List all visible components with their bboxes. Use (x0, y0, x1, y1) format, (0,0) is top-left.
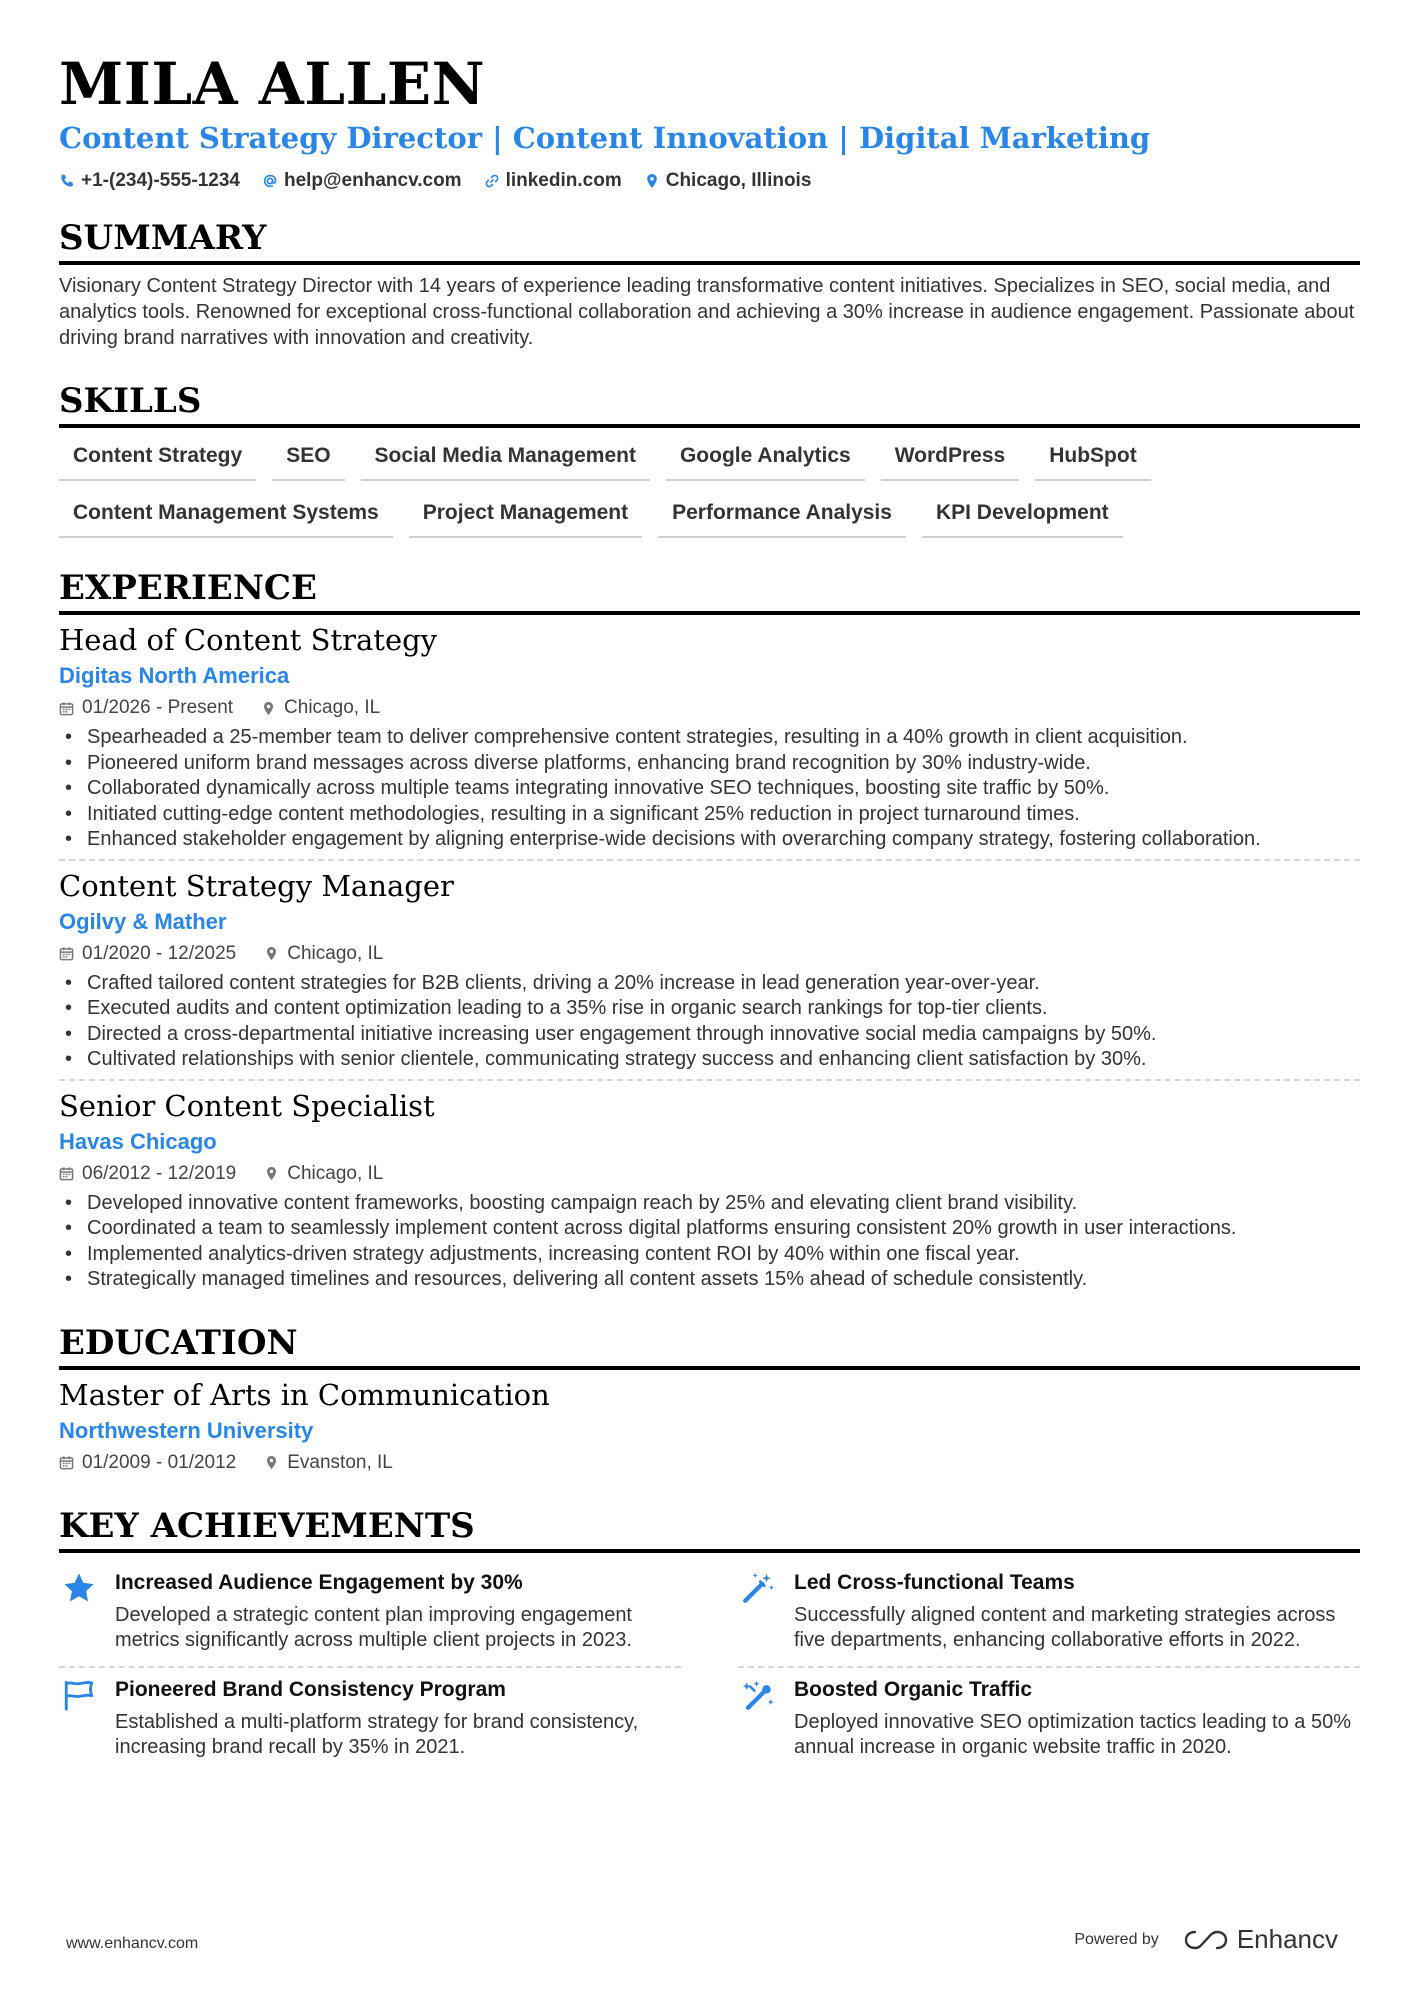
contact-phone[interactable] (59, 170, 240, 192)
experience-title: EXPERIENCE (59, 566, 1360, 615)
achievement-item (59, 1668, 681, 1773)
skill-tag: SEO (272, 438, 344, 481)
bullet-item: • Spearheaded a 25-member team to deliver comprehensive content strategies, resulting in a 40% growth in client acquisition. (59, 725, 1360, 751)
calendar-icon (59, 701, 74, 716)
education-title: EDUCATION (59, 1321, 1360, 1370)
skill-tag: Social Media Management (361, 438, 650, 481)
powered-by-label: Powered by (1074, 1930, 1159, 1948)
skill-tag: KPI Development (922, 495, 1123, 538)
flag-icon (62, 1678, 96, 1712)
skill-tag: Content Management Systems (59, 495, 393, 538)
contact-bar (59, 170, 1360, 192)
job-dates (59, 695, 233, 721)
bullet-item: • Crafted tailored content strategies for B2B clients, driving a 20% increase in lead generation year-over-year. (59, 971, 1360, 997)
skills-title: SKILLS (59, 379, 1360, 428)
contact-phone-text: +1-(234)-555-1234 (81, 170, 240, 191)
achievements-grid (59, 1561, 1360, 1773)
job-title: Content Strategy Manager (59, 868, 454, 903)
job-entry (59, 867, 1360, 1087)
location-pin-icon (264, 946, 279, 961)
job-dates (59, 941, 236, 967)
job-location (261, 695, 380, 721)
at-icon (262, 173, 278, 189)
company-name: Havas Chicago (59, 1128, 217, 1154)
link-icon (484, 173, 500, 189)
header (59, 48, 1360, 192)
job-dates (59, 1161, 236, 1187)
bullet-item: • Initiated cutting-edge content methodologies, resulting in a significant 25% reduction in project turnaround times. (59, 802, 1360, 828)
calendar-icon (59, 946, 74, 961)
brand-logo[interactable] (1183, 1924, 1338, 1955)
bullet-item: • Enhanced stakeholder engagement by aligning enterprise-wide decisions with overarching company strategy, fostering collaboration. (59, 827, 1360, 853)
experience-section (59, 566, 1360, 1299)
job-title: Senior Content Specialist (59, 1088, 435, 1123)
company-name: Ogilvy & Mather (59, 908, 227, 934)
summary-text: Visionary Content Strategy Director with 14 years of experience leading transformative content initiatives. Specializes in SEO, social media, and analytics tools. Renowned for exceptional cross-functional collaboration and achieving a 30% increase in audience engagement. Passionate about driving brand narratives with innovation and creativity. (59, 275, 1355, 349)
skill-tag: Google Analytics (666, 438, 865, 481)
skill-tag: HubSpot (1035, 438, 1150, 481)
bullet-item: • Strategically managed timelines and resources, delivering all content assets 15% ahead of schedule consistently. (59, 1267, 1360, 1293)
summary-section (59, 216, 1360, 351)
job-dates-text: 06/2012 - 12/2019 (82, 1162, 237, 1184)
job-dates-text: 01/2020 - 12/2025 (82, 942, 237, 964)
education-location (264, 1450, 393, 1476)
achievement-desc: Developed a strategic content plan improving engagement metrics significantly across multiple client projects in 2023. (115, 1603, 632, 1651)
bullet-item: • Pioneered uniform brand messages across diverse platforms, enhancing brand recognition by 30% industry-wide. (59, 751, 1360, 777)
footer-branding (1074, 1924, 1338, 1955)
candidate-name: MILA ALLEN (59, 50, 486, 118)
school-name: Northwestern University (59, 1417, 314, 1443)
brand-name: Enhancv (1236, 1924, 1338, 1954)
achievement-item (738, 1668, 1360, 1773)
contact-email-text: help@enhancv.com (283, 170, 462, 191)
headline: Content Strategy Director | Content Innovation | Digital Marketing (59, 121, 1151, 155)
divider (59, 1079, 1360, 1081)
bullet-item: • Implemented analytics-driven strategy adjustments, increasing content ROI by 40% within one fiscal year. (59, 1242, 1360, 1268)
wand-sparkles-icon (741, 1678, 775, 1712)
education-dates (59, 1450, 236, 1476)
job-meta (59, 1161, 1360, 1187)
achievement-desc: Established a multi-platform strategy for brand consistency, increasing brand recall by 35% in 2021. (115, 1710, 639, 1758)
job-location-text: Chicago, IL (287, 942, 384, 964)
company-name: Digitas North America (59, 663, 290, 688)
education-location-text: Evanston, IL (287, 1451, 393, 1473)
magic-wand-icon (741, 1571, 775, 1605)
job-meta (59, 941, 1360, 967)
achievements-title: KEY ACHIEVEMENTS (59, 1504, 1360, 1553)
bullet-item: • Developed innovative content frameworks, boosting campaign reach by 25% and elevating client brand visibility. (59, 1191, 1360, 1217)
skills-list (59, 438, 1360, 538)
job-location-text: Chicago, IL (287, 1162, 384, 1184)
achievement-item (738, 1561, 1360, 1668)
enhancv-logo-icon (1183, 1927, 1229, 1953)
calendar-icon (59, 1166, 74, 1181)
calendar-icon (59, 1455, 74, 1470)
education-dates-text: 01/2009 - 01/2012 (82, 1451, 237, 1473)
degree-title: Master of Arts in Communication (59, 1377, 550, 1412)
contact-location (644, 170, 812, 192)
location-pin-icon (261, 701, 276, 716)
contact-location-text: Chicago, Illinois (665, 170, 812, 191)
job-location (264, 941, 383, 967)
bullet-item: • Cultivated relationships with senior clientele, communicating strategy success and enhancing client satisfaction by 30%. (59, 1047, 1360, 1073)
job-title: Head of Content Strategy (59, 623, 438, 657)
bullet-item: • Directed a cross-departmental initiative increasing user engagement through innovative social media campaigns by 50%. (59, 1022, 1360, 1048)
bullet-item: • Coordinated a team to seamlessly implement content across digital platforms ensuring consistent 20% growth in user interactions. (59, 1216, 1360, 1242)
divider (59, 859, 1360, 861)
summary-title: SUMMARY (59, 216, 1360, 265)
skill-tag: Performance Analysis (658, 495, 906, 538)
skill-tag: WordPress (881, 438, 1020, 481)
footer-website[interactable]: www.enhancv.com (66, 1935, 199, 1952)
achievements-section (59, 1504, 1360, 1773)
bullet-item: • Executed audits and content optimization leading to a 35% rise in organic search rankings for top-tier clients. (59, 996, 1360, 1022)
resume-page (59, 48, 1360, 1773)
bullet-item: • Collaborated dynamically across multiple teams integrating innovative SEO techniques, boosting site traffic by 50%. (59, 776, 1360, 802)
education-section (59, 1321, 1360, 1482)
education-meta (59, 1450, 1360, 1476)
education-entry (59, 1376, 1360, 1482)
location-pin-icon (264, 1455, 279, 1470)
job-location (264, 1161, 383, 1187)
achievement-title: Led Cross-functional Teams (794, 1570, 1075, 1594)
achievement-title: Pioneered Brand Consistency Program (115, 1677, 506, 1701)
contact-linkedin[interactable] (484, 170, 622, 192)
job-location-text: Chicago, IL (284, 697, 381, 718)
skill-tag: Content Strategy (59, 438, 256, 481)
skills-section (59, 379, 1360, 538)
contact-email[interactable] (262, 170, 462, 192)
location-pin-icon (644, 173, 660, 189)
skill-tag: Project Management (409, 495, 642, 538)
job-dates-text: 01/2026 - Present (82, 697, 234, 718)
job-bullets (59, 971, 1360, 1073)
achievement-title: Boosted Organic Traffic (794, 1677, 1033, 1701)
achievement-title: Increased Audience Engagement by 30% (115, 1570, 523, 1594)
job-bullets (59, 1191, 1360, 1293)
achievement-item (59, 1561, 681, 1668)
job-entry (59, 1087, 1360, 1299)
phone-icon (59, 173, 75, 189)
job-meta (59, 695, 1360, 721)
contact-linkedin-text: linkedin.com (505, 170, 622, 191)
star-icon (62, 1571, 96, 1605)
job-entry (59, 621, 1360, 867)
achievement-desc: Successfully aligned content and marketing strategies across five departments, enhancing collaborative efforts in 2022. (794, 1603, 1336, 1651)
location-pin-icon (264, 1166, 279, 1181)
job-bullets (59, 725, 1360, 853)
achievement-desc: Deployed innovative SEO optimization tactics leading to a 50% annual increase in organic website traffic in 2020. (794, 1710, 1351, 1758)
